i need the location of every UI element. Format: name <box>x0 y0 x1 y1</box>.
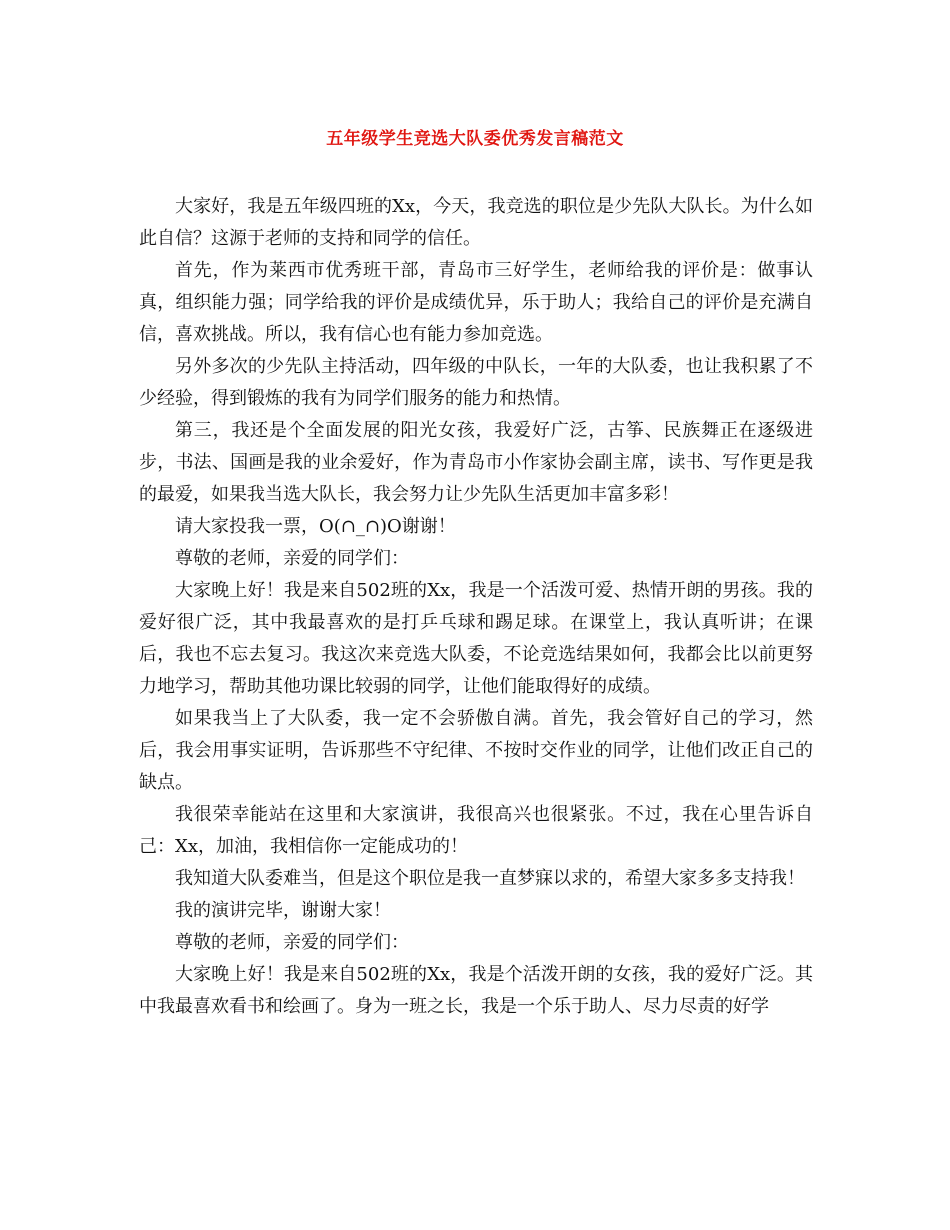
paragraph-4: 第三，我还是个全面发展的阳光女孩，我爱好广泛，古筝、民族舞正在逐级进步，书法、国画是我的业余爱好，作为青岛市小作家协会副主席，读书、写作更是我的最爱，如果我当选大队长，我会努力让少先队生活更加丰富多彩！ <box>139 420 813 505</box>
paragraph-3: 另外多次的少先队主持活动，四年级的中队长，一年的大队委，也让我积累了不少经验，得到锻炼的我有为同学们服务的能力和热情。 <box>139 356 813 409</box>
paragraph-11: 我的演讲完毕，谢谢大家！ <box>175 900 391 921</box>
paragraph-10: 我知道大队委难当，但是这个职位是我一直梦寐以求的，希望大家多多支持我！ <box>175 868 805 889</box>
paragraph-2: 首先，作为莱西市优秀班干部，青岛市三好学生，老师给我的评价是：做事认真，组织能力强；同学给我的评价是成绩优异，乐于助人；我给自己的评价是充满自信，喜欢挑战。所以，我有信心也有能力参加竞选。 <box>139 260 813 345</box>
paragraph-8: 如果我当上了大队委，我一定不会骄傲自满。首先，我会管好自己的学习，然后，我会用事实证明，告诉那些不守纪律、不按时交作业的同学，让他们改正自己的缺点。 <box>139 708 813 793</box>
paragraph-12: 尊敬的老师，亲爱的同学们： <box>175 932 409 953</box>
document-title: 五年级学生竞选大队委优秀发言稿范文 <box>326 129 624 149</box>
paragraph-7: 大家晚上好！我是来自502班的Xx，我是一个活泼可爱、热情开朗的男孩。我的爱好很广泛，其中我最喜欢的是打乒乓球和踢足球。在课堂上，我认真听讲；在课后，我也不忘去复习。我这次来竞选大队委，不论竞选结果如何，我都会比以前更努力地学习，帮助其他功课比较弱的同学，让他们能取得好的成绩。 <box>139 580 813 697</box>
paragraph-5: 请大家投我一票，O(∩_∩)O谢谢！ <box>175 516 456 537</box>
document-body <box>139 191 813 1023</box>
paragraph-13: 大家晚上好！我是来自502班的Xx，我是个活泼开朗的女孩，我的爱好广泛。其中我最喜欢看书和绘画了。身为一班之长，我是一个乐于助人、尽力尽责的好学 <box>139 964 813 1017</box>
paragraph-1: 大家好，我是五年级四班的Xx，今天，我竞选的职位是少先队大队长。为什么如此自信？这源于老师的支持和同学的信任。 <box>139 196 813 249</box>
paragraph-9: 我很荣幸能站在这里和大家演讲，我很高兴也很紧张。不过，我在心里告诉自己：Xx，加油，我相信你一定能成功的！ <box>139 804 813 857</box>
paragraph-6: 尊敬的老师，亲爱的同学们： <box>175 548 409 569</box>
